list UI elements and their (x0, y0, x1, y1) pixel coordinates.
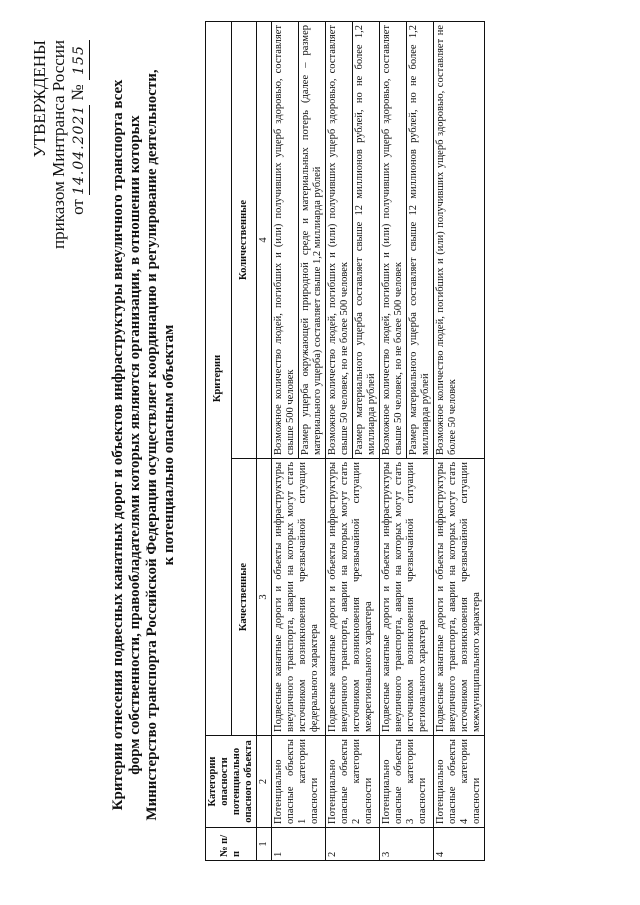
approval-from: от (68, 199, 87, 215)
row-category: Потенциально опасные объекты 3 категории опасности (380, 736, 434, 828)
row-qualitative: Подвесные канатные дороги и объекты инфраструктуры внеуличного транспорта, аварии на которых могут стать источником возникновения чрезвычайной ситуации межмуниципального характера (434, 459, 485, 736)
row-quantitative: Возможное количество людей, погибших и (или) получивших ущерб здоровью, составляет свыше 500 человек (272, 22, 299, 459)
table-row (272, 22, 299, 861)
approval-line1: УТВЕРЖДЕНЫ (30, 40, 49, 158)
table-row (380, 22, 407, 861)
column-number-2: 2 (257, 736, 272, 828)
row-qualitative: Подвесные канатные дороги и объекты инфраструктуры внеуличного транспорта, аварии на которых могут стать источником возникновения чрезвычайной ситуации федерального характера (272, 459, 326, 736)
handwritten-date: 14.04.2021 (70, 105, 90, 195)
table-row (326, 22, 353, 861)
table-row (434, 22, 485, 861)
row-quantitative: Размер материального ущерба составляет свыше 12 миллионов рублей, но не более 1,2 миллиарда рублей (407, 22, 434, 459)
row-number: 4 (434, 828, 485, 861)
row-category: Потенциально опасные объекты 2 категории опасности (326, 736, 380, 828)
row-number: 2 (326, 828, 380, 861)
header-qualitative: Качественные (231, 459, 257, 736)
criteria-table (205, 21, 485, 861)
approval-date-line (68, 40, 90, 249)
document-title: Критерии отнесения подвесных канатных дорог и объектов инфраструктуры внеуличного транспорта всех форм собственности, правообладателями которых являются организации, в отношении которых Министерство транспорта Российской Федерации осуществляет координацию и регулирование деятельности, к потенциально опасным объектам (110, 69, 177, 821)
approval-stamp (30, 40, 90, 249)
header-category: Категории опасности потенциально опасного объекта (206, 736, 257, 828)
row-quantitative: Размер материального ущерба составляет свыше 12 миллионов рублей, но не более 1,2 миллиарда рублей (353, 22, 380, 459)
row-quantitative: Возможное количество людей, погибших и (или) получивших ущерб здоровью, составляет не более 50 человек (434, 22, 485, 459)
approval-line2: приказом Минтранса России (49, 40, 68, 249)
row-qualitative: Подвесные канатные дороги и объекты инфраструктуры внеуличного транспорта, аварии на которых могут стать источником возникновения чрезвычайной ситуации регионального характера (380, 459, 434, 736)
header-criteria: Критерии (206, 22, 232, 736)
row-quantitative: Возможное количество людей, погибших и (или) получивших ущерб здоровью, составляет свыше 50 человек, но не более 500 человек (326, 22, 353, 459)
row-number: 3 (380, 828, 434, 861)
approval-number-sign: № (68, 84, 87, 101)
row-quantitative: Размер ущерба окружающей природной среде и материальных потерь (далее – размер материального ущерба) составляет свыше 1,2 миллиарда рублей (299, 22, 326, 459)
header-number: № п/п (206, 828, 257, 861)
row-qualitative: Подвесные канатные дороги и объекты инфраструктуры внеуличного транспорта, аварии на которых могут стать источником возникновения чрезвычайной ситуации межрегионального характера (326, 459, 380, 736)
handwritten-number: 155 (70, 40, 90, 80)
row-category: Потенциально опасные объекты 1 категории опасности (272, 736, 326, 828)
header-quantitative: Количественные (231, 22, 257, 459)
row-category: Потенциально опасные объекты 4 категории опасности (434, 736, 485, 828)
column-number-1: 1 (257, 828, 272, 861)
column-number-3: 3 (257, 459, 272, 736)
row-number: 1 (272, 828, 326, 861)
column-number-4: 4 (257, 22, 272, 459)
row-quantitative: Возможное количество людей, погибших и (или) получивших ущерб здоровью, составляет свыше 50 человек, но не более 500 человек (380, 22, 407, 459)
